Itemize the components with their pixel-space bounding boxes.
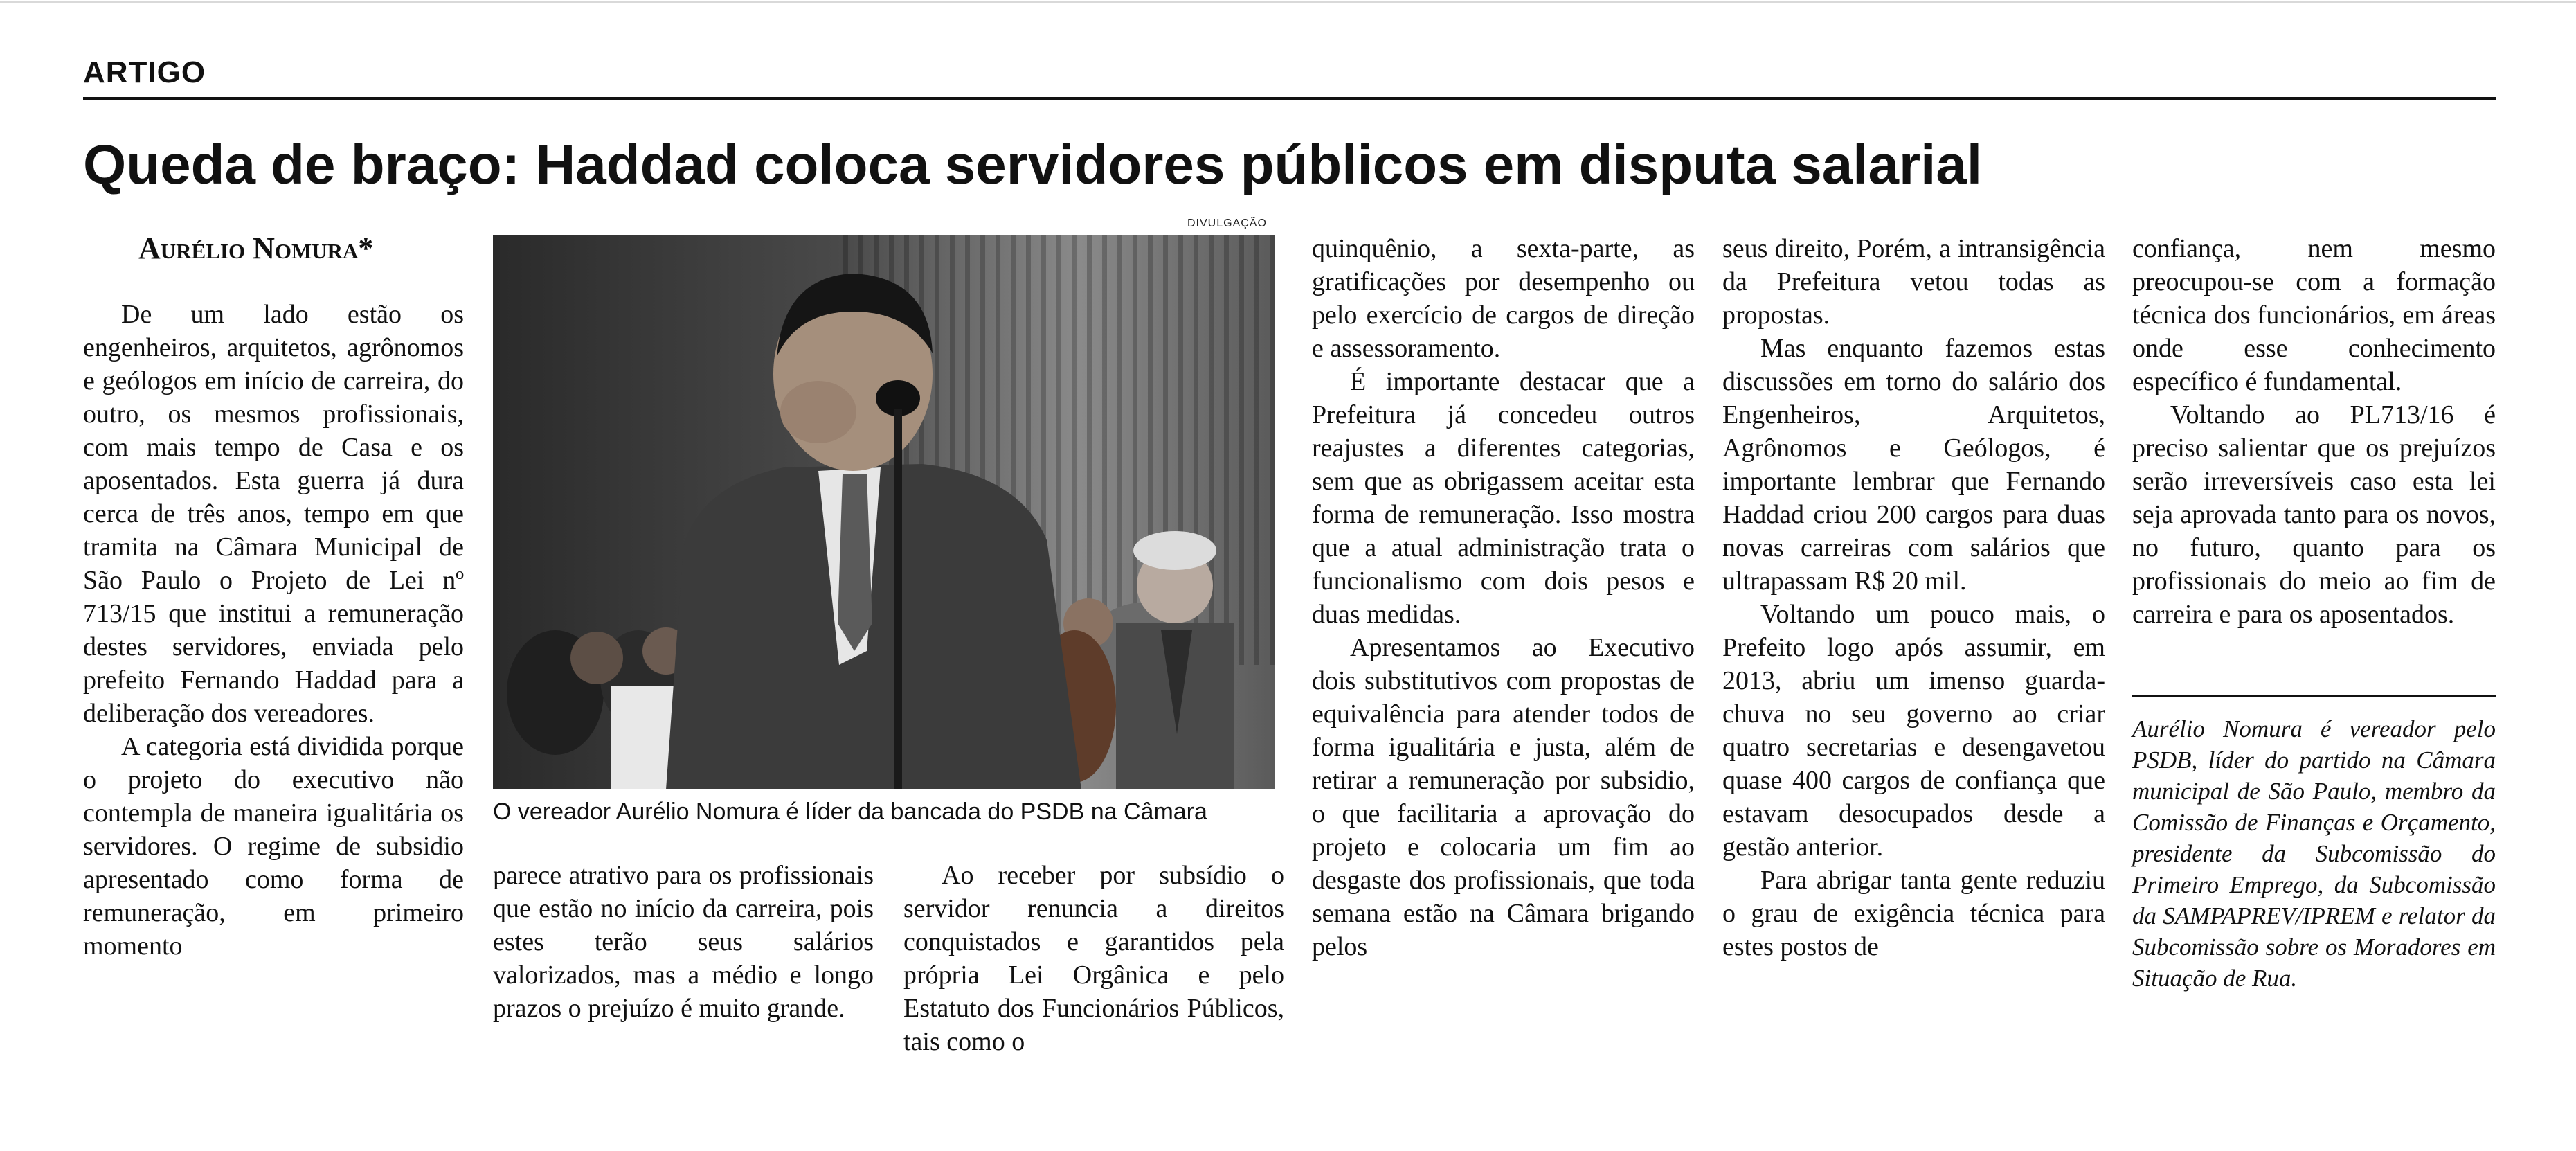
photo-illustration — [493, 235, 1275, 789]
article-column-2 — [493, 859, 874, 1087]
article-column-6 — [2132, 232, 2496, 758]
bio-text: Aurélio Nomura é vereador pelo PSDB, líder do partido na Câmara municipal de São Paulo, membro da Comissão de Finanças e Orçamento, presidente da Subcomissão do Primeiro Emprego, da Subcomissão da SAMPAPREV/IPREM e relator da Subcomissão sobre os Moradores em Situação de Rua. — [2132, 715, 2496, 992]
paragraph: parece atrativo para os profissionais que estão no início da carreira, pois estes terão seus salários valorizados, mas a médio e longo prazos o prejuízo é muito grande. — [493, 861, 874, 1023]
paragraph: Mas enquanto fazemos estas discussões em torno do salário dos Engenheiros, Arquitetos, Agrônomos e Geólogos, é importante lembrar que Fernando Haddad criou 200 cargos para duas novas carreiras com salários que ultrapassam R$ 20 mil. — [1722, 334, 2105, 596]
paragraph: Voltando um pouco mais, o Prefeito logo após assumir, em 2013, abriu um imenso guarda-chuva no seu governo ao criar quatro secretarias e desengavetou quase 400 cargos de confiança que estavam desocupados desde a gestão anterior. — [1722, 600, 2105, 862]
section-divider — [83, 97, 2496, 100]
paragraph: Apresentamos ao Executivo dois substitutivos com propostas de equivalência para atender todos de forma igualitária e justa, além de retirar a remuneração por subsidio, o que facilitaria a aprovação do projeto e colocaria um fim ao desgaste dos profissionais, que toda semana estão na Câmara brigando pelos — [1312, 633, 1695, 961]
paragraph: É importante destacar que a Prefeitura já concedeu outros reajustes a diferentes categorias, sem que as obrigassem aceitar esta forma de remuneração. Isso mostra que a atual administração trata o funcionalismo com dois pesos e duas medidas. — [1312, 367, 1695, 629]
article-photo — [493, 235, 1275, 789]
paragraph: quinquênio, a sexta-parte, as gratificações por desempenho ou pelo exercício de cargos de direção e assessoramento. — [1312, 234, 1695, 363]
article-byline: Aurélio Nomura* — [138, 231, 374, 265]
top-divider — [0, 1, 2576, 3]
paragraph: Voltando ao PL713/16 é preciso salientar que os prejuízos serão irreversíveis caso esta lei seja aprovada tanto para os novos, no futuro, quanto para os profissionais do meio ao fim de carreira e para os aposentados. — [2132, 400, 2496, 629]
paragraph: A categoria está dividida porque o projeto do executivo não contempla de maneira igualitária os servidores. O regime de subsidio apresentado como forma de remuneração, em primeiro momento — [83, 732, 464, 961]
paragraph: Para abrigar tanta gente reduziu o grau de exigência técnica para estes postos de — [1722, 866, 2105, 961]
photo-credit: DIVULGAÇÃO — [1187, 217, 1267, 229]
article-column-3 — [903, 859, 1284, 1087]
paragraph: confiança, nem mesmo preocupou-se com a formação técnica dos funcionários, em áreas onde esse conhecimento específico é fundamental. — [2132, 234, 2496, 396]
article-column-1 — [83, 298, 464, 1073]
paragraph: Ao receber por subsídio o servidor renuncia a direitos conquistados e garantidos pela própria Lei Orgânica e pelo Estatuto dos Funcionários Públicos, tais como o — [903, 861, 1284, 1056]
paragraph: seus direito, Porém, a intransigência da Prefeitura vetou todas as propostas. — [1722, 234, 2105, 330]
photo-caption: O vereador Aurélio Nomura é líder da bancada do PSDB na Câmara — [493, 798, 1207, 825]
author-bio — [2132, 713, 2496, 994]
paragraph: De um lado estão os engenheiros, arquitetos, agrônomos e geólogos em início de carreira, do outro, os mesmos profissionais, com mais tempo de Casa e os aposentados. Esta guerra já dura cerca de três anos, tempo em que tramita na Câmara Municipal de São Paulo o Projeto de Lei nº 713/15 que institui a remuneração destes servidores, enviada pelo prefeito Fernando Haddad para a deliberação dos vereadores. — [83, 300, 464, 728]
article-column-4 — [1312, 232, 1695, 1091]
bio-divider — [2132, 695, 2496, 697]
section-label: ARTIGO — [83, 55, 206, 89]
article-headline: Queda de braço: Haddad coloca servidores públicos em disputa salarial — [83, 134, 1983, 195]
article-column-5 — [1722, 232, 2105, 1091]
